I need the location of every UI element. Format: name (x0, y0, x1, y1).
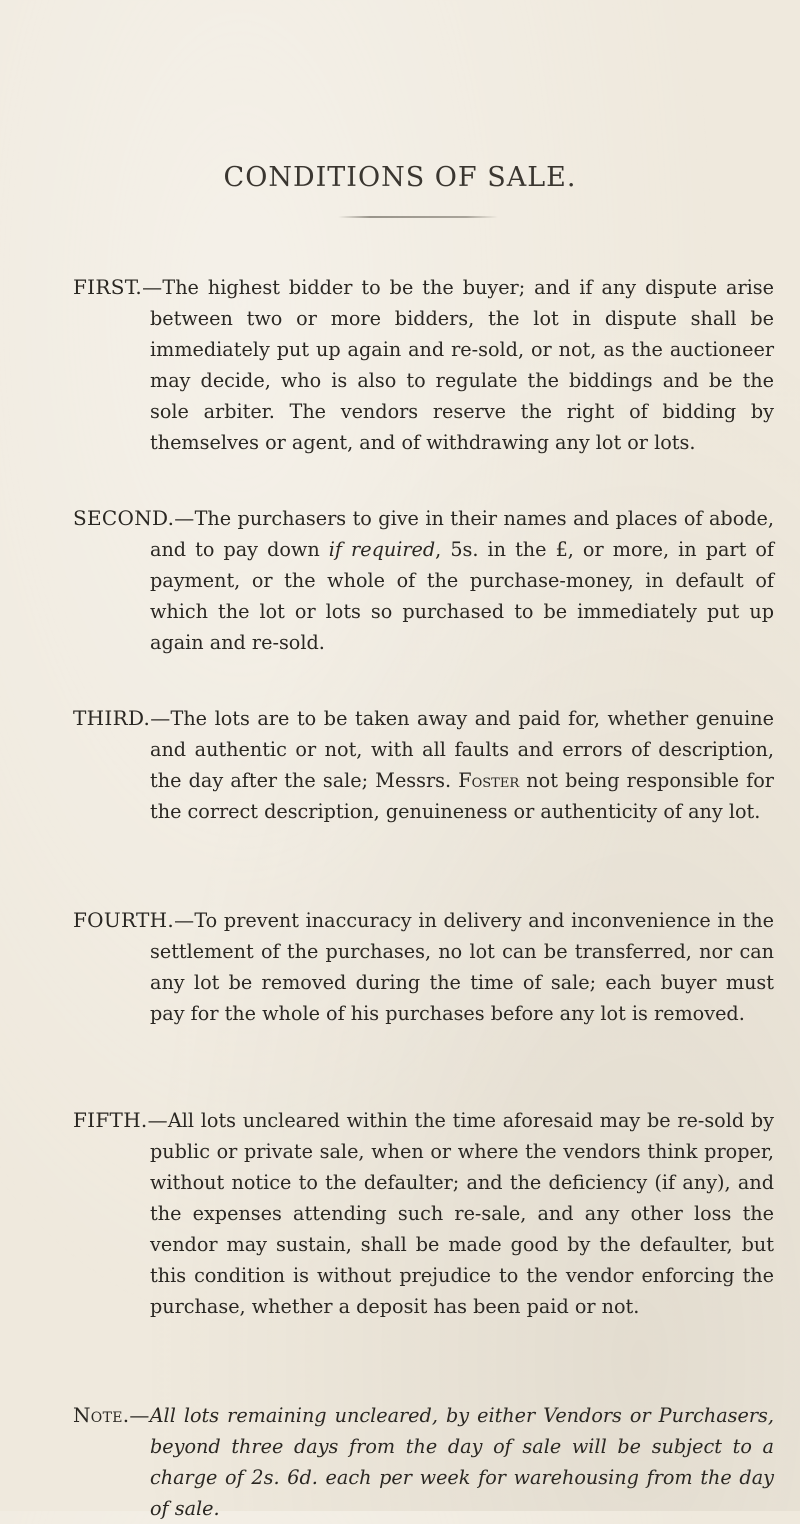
clause-third (0, 703, 800, 827)
clause-text: The purchasers to give in their names and places of abode, and to pay down (150, 507, 774, 561)
title-divider (338, 216, 498, 218)
clause-italic-text: if required (328, 538, 436, 561)
clause-smallcaps-name: Foster (458, 769, 520, 792)
page-title: CONDITIONS OF SALE. (223, 162, 577, 193)
clause-label: FOURTH.— (73, 908, 195, 932)
clause-label: SECOND.— (73, 506, 195, 530)
clause-fifth (0, 1105, 800, 1322)
clause-fourth (0, 905, 800, 1029)
note-text: All lots remaining uncleared, by either Vendors or Purchasers, beyond three days from the day of sale will be subject to a charge of 2s. 6d. each per week for warehousing from the day of sale. (149, 1404, 774, 1520)
clause-second (0, 503, 800, 658)
clause-first (0, 272, 800, 458)
clause-text: To prevent inaccuracy in delivery and inconvenience in the settlement of the purchases, no lot can be transferred, nor can any lot be removed during the time of sale; each buyer must pay for the whole of his purchases before any lot is removed. (150, 909, 774, 1025)
note (0, 1400, 800, 1524)
clause-label: FIFTH.— (73, 1108, 168, 1132)
clause-text: The highest bidder to be the buyer; and if any dispute arise between two or more bidders, the lot in dispute shall be immediately put up again and re-sold, or not, as the auctioneer may decide, who is also to regulate the biddings and be the sole arbiter. The vendors reserve the right of bidding by themselves or agent, and of withdrawing any lot or lots. (150, 276, 774, 454)
clause-text: All lots uncleared within the time aforesaid may be re-sold by public or private sale, when or where the vendors think proper, without notice to the defaulter; and the deficiency (if any), and the expenses attending such re-sale, and any other loss the vendor may sustain, shall be made good by the defaulter, but this condition is without prejudice to the vendor enforcing the purchase, whether a deposit has been paid or not. (150, 1109, 774, 1318)
clause-text-continued: not being responsible for the correct description, genuineness or authenticity of any lot. (150, 769, 774, 823)
clause-text-continued: , 5s. in the £, or more, in part of payment, or the whole of the purchase-money, in default of which the lot or lots so purchased to be immediately put up again and re-sold. (150, 538, 775, 654)
clause-label: FIRST.— (73, 275, 163, 299)
note-label: Note.— (73, 1403, 150, 1427)
clause-label: THIRD.— (73, 706, 171, 730)
clause-text: The lots are to be taken away and paid for, whether genuine and authentic or not, with all faults and errors of description, the day after the sale; Messrs. (150, 707, 774, 792)
